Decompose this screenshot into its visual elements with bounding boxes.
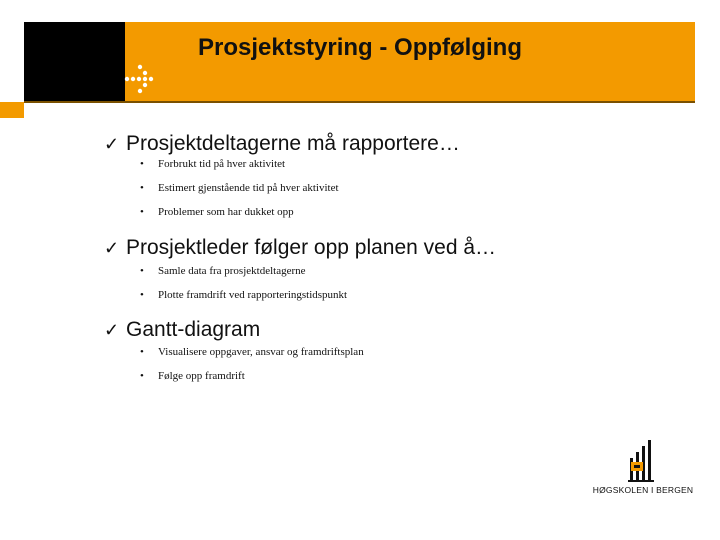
bullet-item [140, 182, 339, 194]
checkmark-icon: ✓ [104, 238, 120, 258]
section-heading-text: Prosjektleder følger opp planen ved å… [126, 236, 497, 259]
header-divider [24, 101, 695, 103]
header-orange-accent [0, 102, 24, 118]
header-dark-block [24, 22, 125, 102]
section-heading-gantt [104, 318, 260, 342]
bullet-item [140, 370, 245, 382]
bullet-dot-icon: • [140, 158, 144, 170]
bullet-dot-icon: • [140, 182, 144, 194]
bullet-text: Samle data fra prosjektdeltagerne [158, 265, 306, 277]
bullet-item [140, 206, 294, 218]
bullet-dot-icon: • [140, 346, 144, 358]
bullet-dot-icon: • [140, 370, 144, 382]
logo-text: HØGSKOLEN I BERGEN [592, 485, 694, 495]
checkmark-icon: ✓ [104, 320, 120, 340]
bullet-item [140, 346, 364, 358]
section-heading-follow-up [104, 236, 496, 260]
checkmark-icon: ✓ [104, 134, 120, 154]
bullet-item [140, 158, 285, 170]
bullet-dot-icon: • [140, 206, 144, 218]
dotted-arrow-icon [124, 64, 160, 94]
section-heading-text: Prosjektdeltagerne må rapportere… [126, 132, 460, 155]
bullet-dot-icon: • [140, 265, 144, 277]
bullet-text: Følge opp framdrift [158, 370, 245, 382]
bullet-item [140, 289, 347, 301]
bullet-text: Estimert gjenstående tid på hver aktivitet [158, 182, 339, 194]
bullet-item [140, 265, 306, 277]
section-heading-text: Gantt-diagram [126, 318, 261, 341]
slide-title: Prosjektstyring - Oppfølging [197, 34, 522, 61]
bullet-text: Problemer som har dukket opp [158, 206, 294, 218]
bullet-dot-icon: • [140, 289, 144, 301]
bullet-text: Visualisere oppgaver, ansvar og framdriftsplan [158, 346, 364, 358]
bullet-text: Plotte framdrift ved rapporteringstidspunkt [158, 289, 348, 301]
section-heading-reporting [104, 132, 460, 156]
bullet-text: Forbrukt tid på hver aktivitet [158, 158, 286, 170]
